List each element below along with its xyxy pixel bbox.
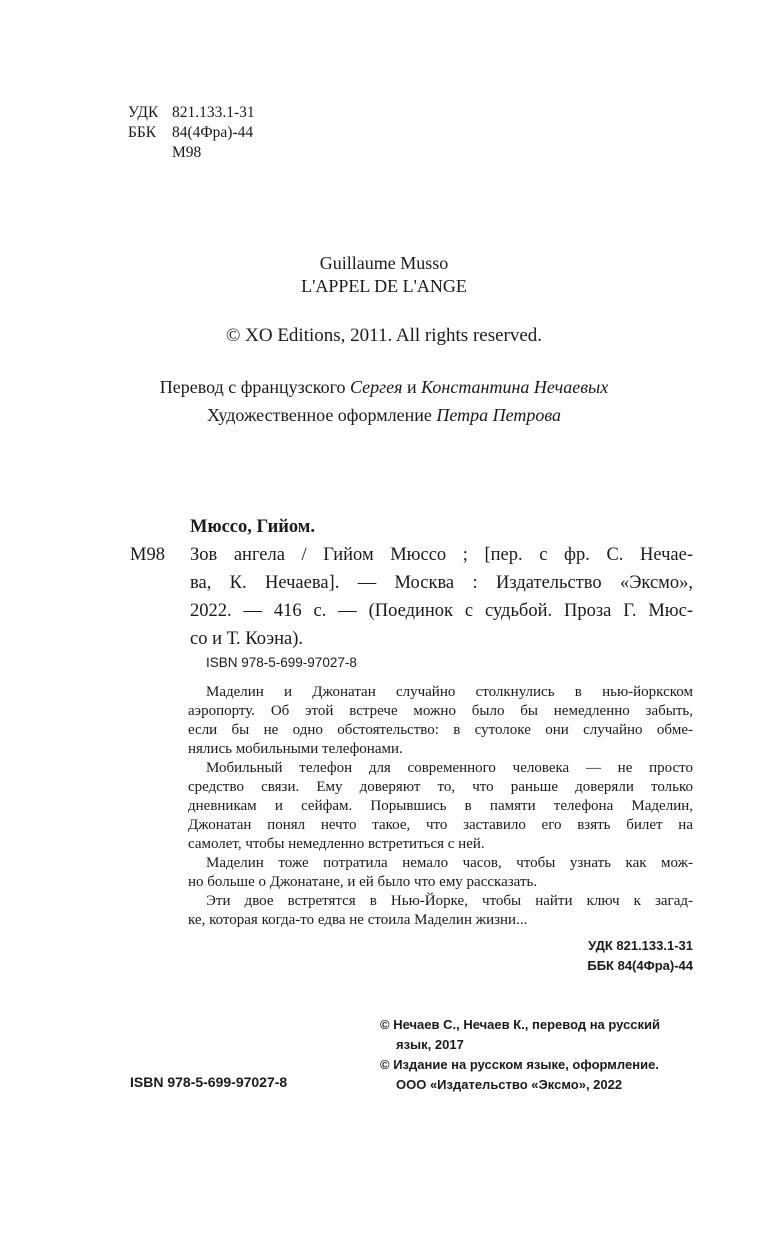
- translation-conj: и: [407, 377, 417, 397]
- entry-line: ва, К. Нечаева]. — Москва : Издательство «Эксмо»,: [190, 573, 693, 593]
- original-author: Guillaume Musso: [319, 253, 449, 273]
- udk-label: УДК: [128, 104, 159, 121]
- annotation-line: дневникам и сейфам. Порывшись в памяти телефона Маделин,: [188, 798, 693, 814]
- annotation: [188, 683, 693, 930]
- entry-line: 2022. — 416 с. — (Поединок с судьбой. Проза Г. Мюс-: [190, 601, 693, 621]
- annotation-line: Джонатан понял нечто такое, что заставило его взять билет на: [188, 817, 693, 833]
- annotation-line: Мобильный телефон для современного человека — не просто: [206, 760, 693, 776]
- bbk-row: [128, 123, 255, 143]
- translator-second: Константина Нечаевых: [421, 377, 609, 397]
- copyright-translation: © Нечаев С., Нечаев К., перевод на русский: [380, 1017, 661, 1032]
- original-title: L'APPEL DE L'ANGE: [301, 276, 467, 296]
- copyright-edition: © Издание на русском языке, оформление.: [380, 1057, 659, 1072]
- annotation-line: Маделин и Джонатан случайно столкнулись в нью-йоркском: [206, 684, 693, 700]
- annotation-line: но больше о Джонатане, и ей было что ему рассказать.: [188, 874, 538, 890]
- annotation-bbk: ББК 84(4Фра)-44: [587, 958, 693, 973]
- entry-author-mark: М98: [130, 545, 165, 565]
- udk-row: [128, 103, 255, 123]
- entry-heading: Мюссо, Гийом.: [190, 517, 316, 537]
- copyright-block: [380, 1015, 695, 1095]
- classification-codes: [128, 103, 255, 163]
- entry-isbn: ISBN 978-5-699-97027-8: [206, 655, 357, 670]
- annotation-line: средство связи. Ему доверяют то, что раньше доверяли только: [188, 779, 693, 795]
- entry-description: [190, 541, 693, 653]
- author-mark-row: [128, 143, 255, 163]
- isbn-bottom: ISBN 978-5-699-97027-8: [130, 1074, 288, 1090]
- copyright-edition-cont: ООО «Издательство «Эксмо», 2022: [396, 1077, 623, 1092]
- translation-prefix: Перевод с французского: [159, 377, 346, 397]
- annotation-line: Маделин тоже потратила немало часов, чтобы узнать как мож-: [206, 855, 693, 871]
- annotation-line: нялись мобильными телефонами.: [188, 741, 403, 757]
- annotation-line: аэропорту. Об этой встрече можно было бы немедленно забыть,: [188, 703, 693, 719]
- annotation-line: если бы не одно обстоятельство: в сутолоке они случайно обме-: [188, 722, 693, 738]
- copyright-translation-cont: язык, 2017: [396, 1037, 464, 1052]
- annotation-udk: УДК 821.133.1-31: [588, 938, 693, 953]
- entry-line: Зов ангела / Гийом Мюссо ; [пер. с фр. С. Нечае-: [190, 545, 693, 565]
- design-prefix: Художественное оформление: [206, 405, 432, 425]
- original-rights: © XO Editions, 2011. All rights reserved.: [225, 325, 543, 346]
- translator-first: Сергея: [350, 377, 403, 397]
- annotation-line: ке, которая когда-то едва не стоила Маделин жизни...: [188, 912, 528, 928]
- annotation-codes: [480, 936, 693, 976]
- bbk-label: ББК: [128, 124, 157, 141]
- udk-value: 821.133.1-31: [172, 104, 255, 121]
- translation-credit: [0, 373, 768, 401]
- bbk-value: 84(4Фра)-44: [172, 124, 254, 141]
- annotation-line: Эти двое встретятся в Нью-Йорке, чтобы найти ключ к загад-: [206, 893, 693, 909]
- design-credit: [0, 401, 768, 429]
- designer-name: Петра Петрова: [436, 405, 562, 425]
- entry-line: со и Т. Коэна).: [190, 629, 304, 649]
- author-mark: М98: [172, 144, 202, 161]
- annotation-line: самолет, чтобы немедленно встретиться с ней.: [188, 836, 485, 852]
